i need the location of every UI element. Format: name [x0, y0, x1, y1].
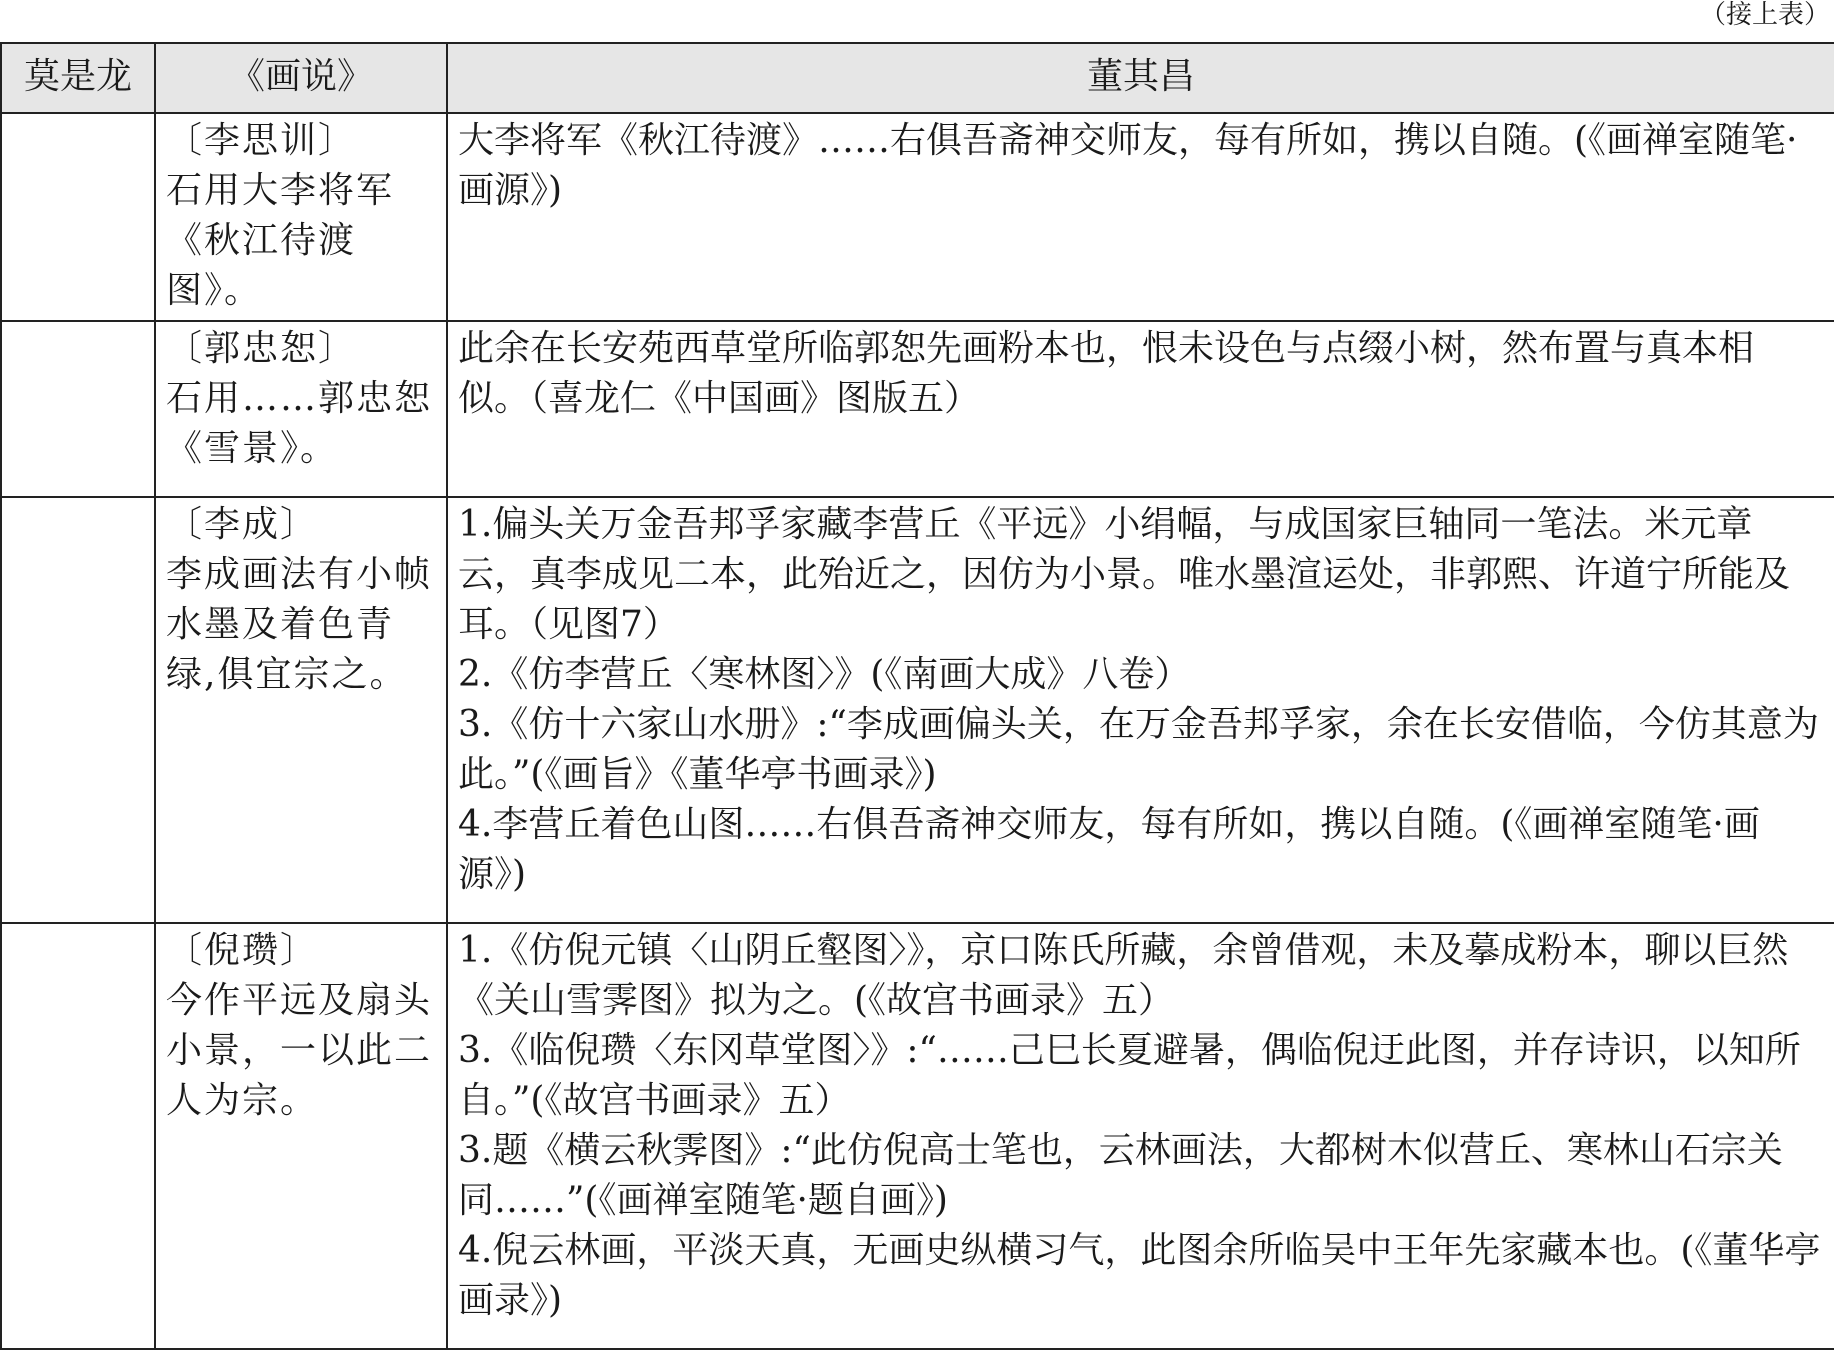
- header-row: [1, 43, 1834, 113]
- dong-entry: 3.题《横云秋霁图》:“此仿倪高士笔也，云林画法，大都树木似营丘、寒林山石宗关同……”(《画禅室随笔·题自画》): [458, 1130, 1783, 1221]
- table-row: [1, 497, 1834, 923]
- dong-cell: [447, 321, 1834, 497]
- empty-cell: [1, 497, 155, 923]
- table-row: [1, 321, 1834, 497]
- empty-cell: [1, 321, 155, 497]
- dong-entry: 此余在长安苑西草堂所临郭恕先画粉本也，恨未设色与点缀小树，然布置与真本相似。（喜龙仁《中国画》图版五）: [458, 328, 1755, 419]
- huashuo-cell: [155, 113, 447, 321]
- dong-cell: [447, 923, 1834, 1349]
- dong-cell: [447, 497, 1834, 923]
- dong-entry: 4.李营丘着色山图……右俱吾斋神交师友，每有所如，携以自随。(《画禅室随笔·画源》): [458, 804, 1760, 895]
- comparison-table: [0, 42, 1834, 1350]
- dong-entry: 3.《仿十六家山水册》:“李成画偏头关，在万金吾邦孚家，余在长安借临，今仿其意为此。”(《画旨》《董华亭书画录》): [458, 704, 1819, 795]
- huashuo-quote: 今作平远及扇头小景，一以此二人为宗。: [166, 980, 433, 1121]
- painter-name: 〔李成〕: [166, 504, 319, 545]
- painter-name: 〔郭忠恕〕: [166, 328, 357, 369]
- header-dong-qichang: 董其昌: [447, 43, 1834, 113]
- painter-name: 〔倪瓒〕: [166, 930, 319, 971]
- huashuo-quote: 李成画法有小帧水墨及着色青绿,俱宜宗之。: [166, 554, 433, 695]
- header-huashuo: 《画说》: [155, 43, 447, 113]
- dong-entry: 3.《临倪瓒〈东冈草堂图〉》:“……己巳长夏避暑，偶临倪迂此图，并存诗识，以知所自。”(《故宫书画录》五）: [458, 1030, 1801, 1121]
- huashuo-quote: 石用大李将军《秋江待渡图》。: [166, 170, 395, 311]
- empty-cell: [1, 113, 155, 321]
- dong-entry: 1.《仿倪元镇〈山阴丘壑图〉》，京口陈氏所藏，余曾借观，未及摹成粉本，聊以巨然《关山雪霁图》拟为之。(《故宫书画录》五）: [458, 930, 1789, 1021]
- table-row: [1, 923, 1834, 1349]
- dong-entry: 大李将军《秋江待渡》……右俱吾斋神交师友，每有所如，携以自随。(《画禅室随笔·画源》): [458, 120, 1798, 211]
- dong-entry: 2.《仿李营丘〈寒林图〉》(《南画大成》八卷）: [458, 654, 1191, 695]
- huashuo-cell: [155, 321, 447, 497]
- huashuo-cell: [155, 923, 447, 1349]
- huashuo-cell: [155, 497, 447, 923]
- table-row: [1, 113, 1834, 321]
- huashuo-quote: 石用……郭忠恕《雪景》。: [166, 378, 433, 469]
- continuation-note: （接上表）: [1699, 0, 1830, 30]
- header-mo-shilong: 莫是龙: [1, 43, 155, 113]
- empty-cell: [1, 923, 155, 1349]
- dong-cell: [447, 113, 1834, 321]
- dong-entry: 4.倪云林画，平淡天真，无画史纵横习气，此图余所临吴中王年先家藏本也。(《董华亭画录》): [458, 1230, 1821, 1321]
- dong-entry: 1.偏头关万金吾邦孚家藏李营丘《平远》小绢幅，与成国家巨轴同一笔法。米元章云，真李成见二本，此殆近之，因仿为小景。唯水墨渲运处，非郭熙、许道宁所能及耳。（见图7）: [458, 504, 1791, 645]
- painter-name: 〔李思训〕: [166, 120, 357, 161]
